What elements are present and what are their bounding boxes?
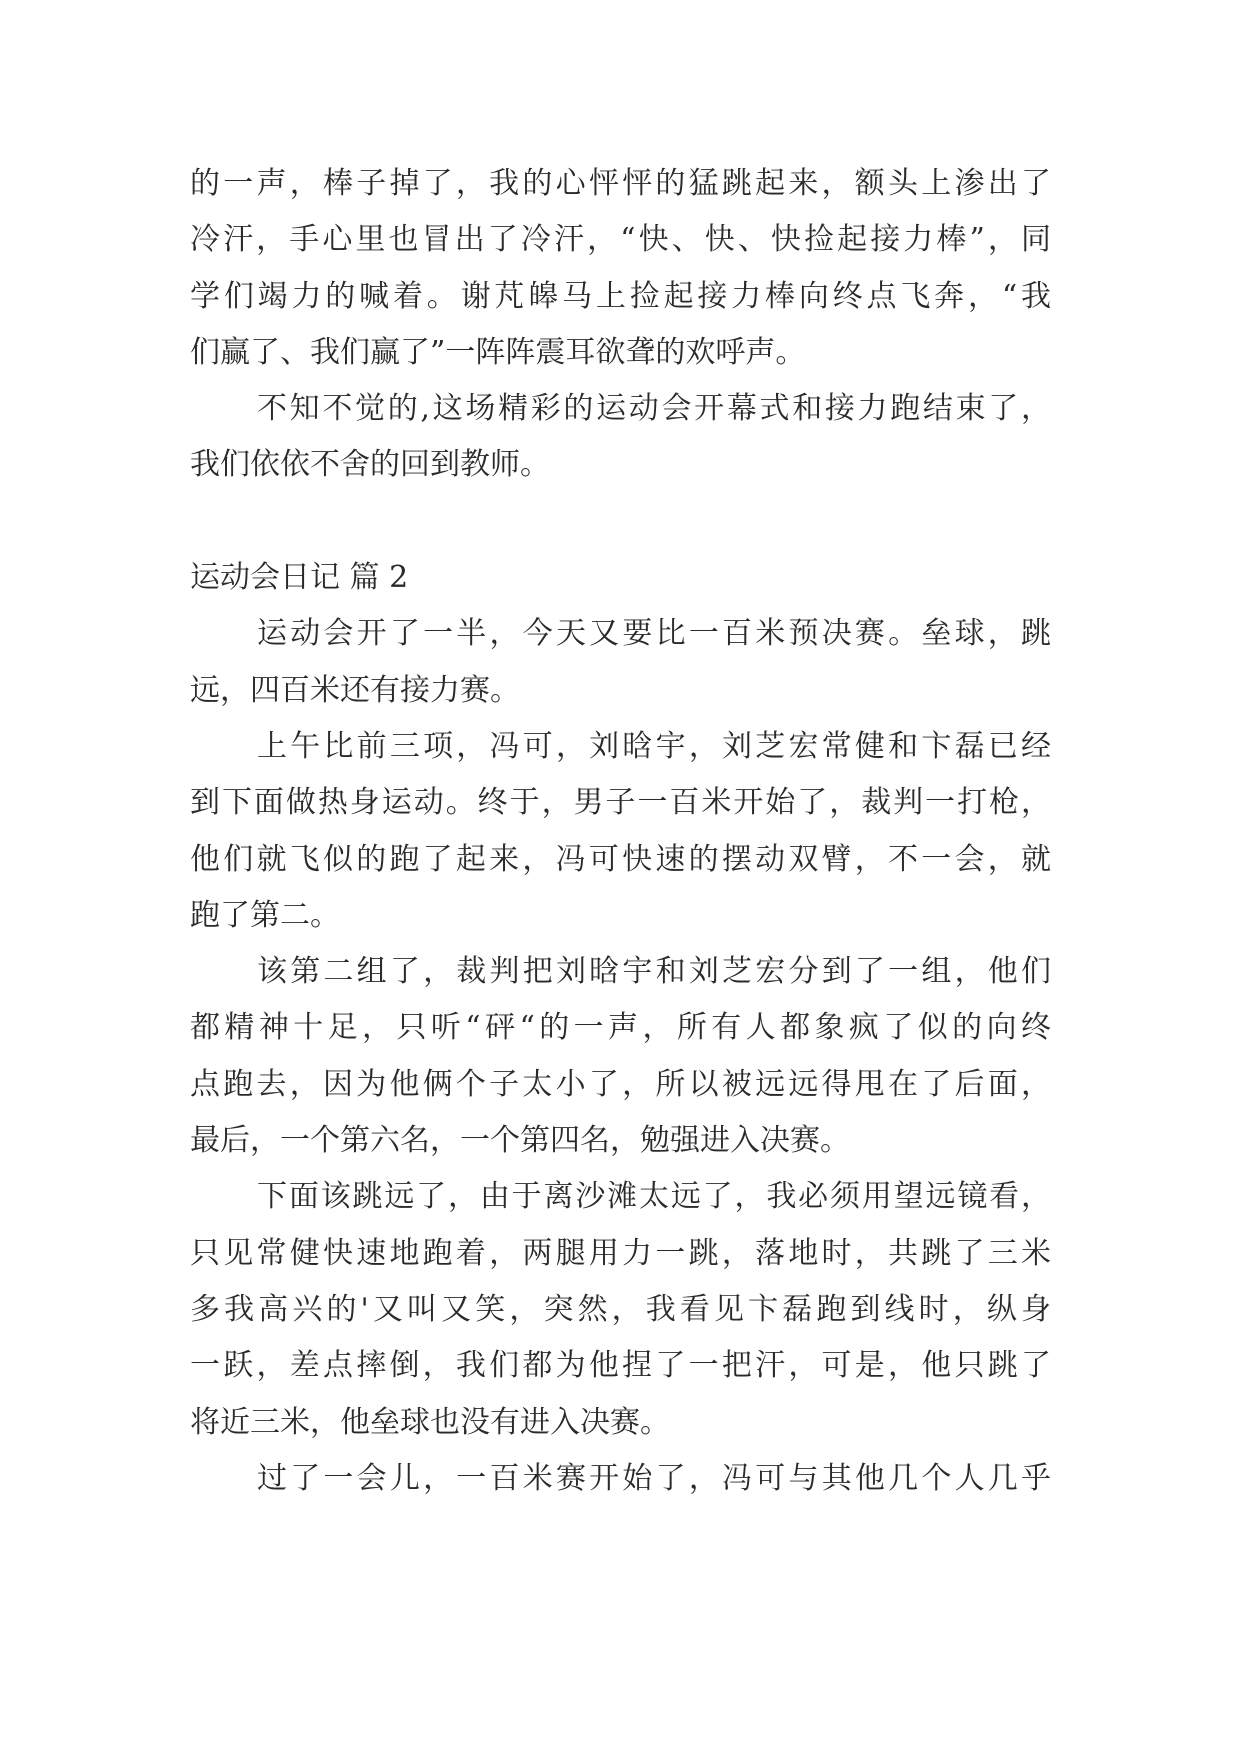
paragraph: [190, 606, 1051, 719]
text-line: 多我高兴的'又叫又笑，突然，我看见卞磊跑到线时，纵身: [190, 1291, 1051, 1327]
text-line: 到下面做热身运动。终于，男子一百米开始了，裁判一打枪，: [190, 785, 1051, 821]
text-line: 只见常健快速地跑着，两腿用力一跳，落地时，共跳了三米: [190, 1235, 1051, 1271]
text-line: 远，四百米还有接力赛。: [190, 672, 520, 708]
paragraph: [190, 944, 1051, 1169]
section-heading: 运动会日记 篇 2: [190, 560, 409, 596]
paragraph: [190, 1451, 1051, 1507]
text-line: 们赢了、我们赢了”一阵阵震耳欲聋的欢呼声。: [190, 334, 806, 370]
text-line: 冷汗，手心里也冒出了冷汗，“快、快、快捡起接力棒”，同: [190, 222, 1051, 258]
document-page: [190, 156, 1051, 1507]
text-line: 不知不觉的,这场精彩的运动会开幕式和接力跑结束了，: [257, 391, 1051, 427]
paragraph: [190, 381, 1051, 494]
text-line: 点跑去，因为他俩个子太小了，所以被远远得甩在了后面，: [190, 1066, 1051, 1102]
paragraph: [190, 156, 1051, 381]
text-line: 我们依依不舍的回到教师。: [190, 447, 550, 483]
text-line: 学们竭力的喊着。谢芃皞马上捡起接力棒向终点飞奔，“我: [190, 278, 1051, 314]
text-line: 过了一会儿，一百米赛开始了，冯可与其他几个人几乎: [257, 1460, 1051, 1496]
text-line: 跑了第二。: [190, 897, 340, 933]
text-line: 他们就飞似的跑了起来，冯可快速的摆动双臂，不一会，就: [190, 841, 1051, 877]
text-line: 都精神十足，只听“砰“的一声，所有人都象疯了似的向终: [190, 1010, 1051, 1046]
paragraph: [190, 1169, 1051, 1450]
text-line: 下面该跳远了，由于离沙滩太远了，我必须用望远镜看，: [257, 1179, 1051, 1215]
text-line: 最后，一个第六名，一个第四名，勉强进入决赛。: [190, 1123, 850, 1159]
text-line: 运动会开了一半，今天又要比一百米预决赛。垒球，跳: [257, 616, 1051, 652]
text-line: 的一声，棒子掉了，我的心怦怦的猛跳起来，额头上渗出了: [190, 166, 1051, 201]
text-line: 将近三米，他垒球也没有进入决赛。: [190, 1404, 670, 1440]
paragraph: [190, 719, 1051, 944]
text-line: 一跃，差点摔倒，我们都为他捏了一把汗，可是，他只跳了: [190, 1348, 1051, 1384]
text-line: 上午比前三项，冯可，刘晗宇，刘芝宏常健和卞磊已经: [257, 728, 1051, 764]
text-line: 该第二组了，裁判把刘晗宇和刘芝宏分到了一组，他们: [257, 954, 1051, 990]
